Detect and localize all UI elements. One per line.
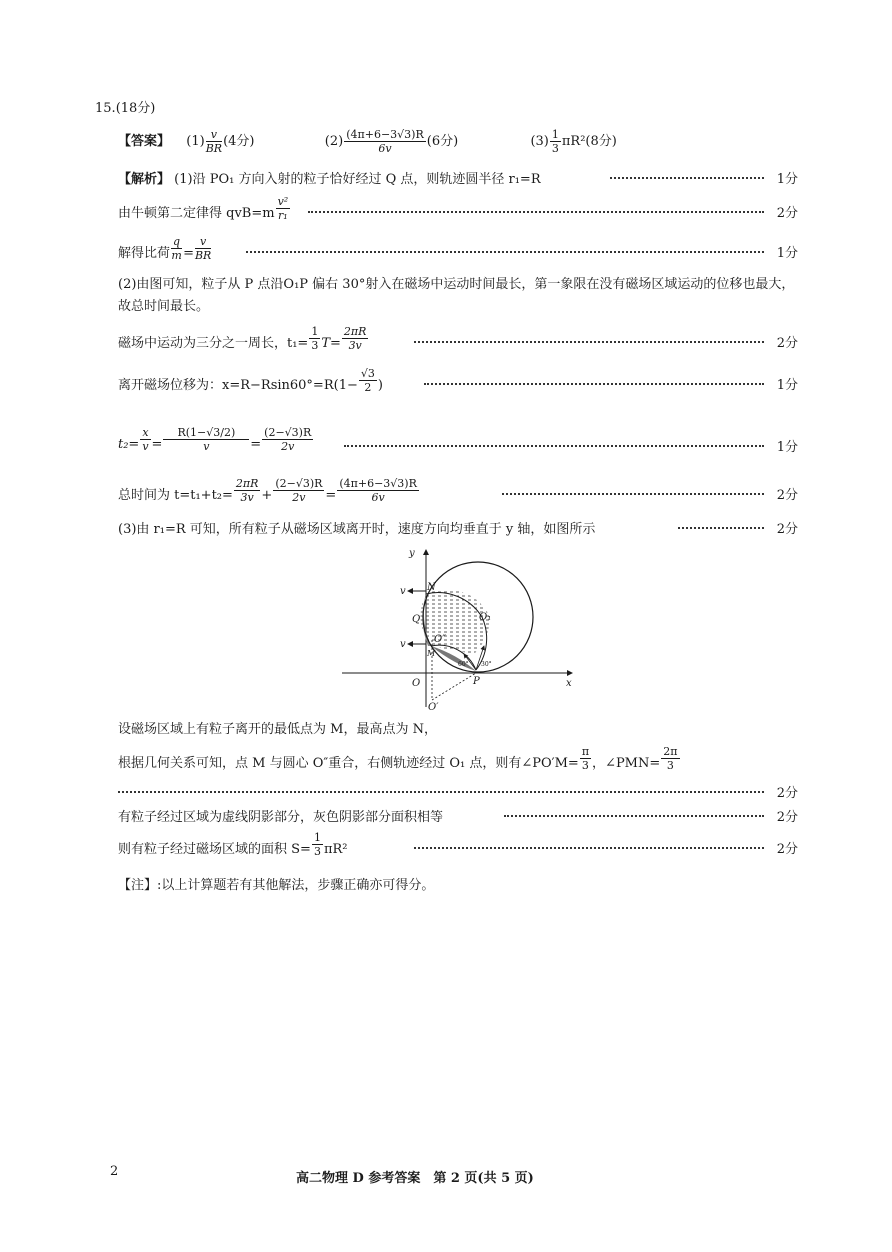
analysis-line-8 <box>118 518 798 538</box>
fraction <box>580 745 591 772</box>
answer-part3-num: 1 <box>551 128 559 141</box>
score-points: 1分 <box>776 440 798 455</box>
fraction-den: 2v <box>292 491 306 504</box>
analysis-line-6-text: t₂= <box>118 437 140 452</box>
leader-dots <box>118 791 764 793</box>
score-points: 2分 <box>776 206 798 221</box>
analysis-part2-paragraph: (2)由图可知，粒子从 P 点沿O₁P 偏右 30°射入在磁场中运动时间最长，第一象限在没有磁场区域运动的位移也最大，故总时间最长。 <box>118 277 795 314</box>
leader-dots <box>610 177 764 179</box>
analysis-line-7 <box>118 478 798 510</box>
label-x: x <box>566 678 572 689</box>
fraction-den: m <box>171 249 182 262</box>
fraction-num: √3 <box>360 367 375 380</box>
analysis-label: 【解析】 <box>118 172 171 187</box>
fraction-den: 3 <box>313 845 321 858</box>
label-O: O <box>412 678 421 689</box>
fraction-den: 3 <box>581 759 589 772</box>
label-y: y <box>409 548 415 559</box>
note: 【注】:以上计算题若有其他解法，步骤正确亦可得分。 <box>118 878 435 893</box>
fraction <box>337 477 419 504</box>
label-O-double-prime: O″ <box>434 634 446 645</box>
score-points: 2分 <box>776 842 798 857</box>
fraction-num: x <box>142 426 149 439</box>
analysis-line-1-text: (1)沿 PO₁ 方向入射的粒子恰好经过 Q 点，则轨迹圆半径 r₁=R <box>174 172 541 187</box>
fraction-num: R(1−√3/2) <box>163 426 249 440</box>
fraction-num: (4π+6−3√3)R <box>339 477 417 490</box>
fraction <box>273 477 324 504</box>
leader-dots <box>424 383 764 385</box>
equals-sign: = <box>250 437 262 452</box>
fraction-den: r₁ <box>278 209 288 222</box>
plus-sign: + <box>261 488 273 503</box>
equals-sign: = <box>151 437 163 452</box>
analysis-line-5-text: 离开磁场位移为：x=R−Rsin60°=R(1− <box>118 378 358 393</box>
answer-part1-prefix: (1) <box>186 134 205 149</box>
fraction-num: v² <box>277 195 289 208</box>
label-60-deg: 60° <box>458 661 469 668</box>
answer-part3-den: 3 <box>551 142 559 155</box>
answer-part1-den: BR <box>205 142 223 155</box>
answer-part1-score: (4分) <box>223 134 255 149</box>
analysis-line-11 <box>118 806 798 826</box>
fraction-den: 2 <box>364 381 372 394</box>
equals-sign: = <box>183 246 194 261</box>
fraction <box>262 426 313 453</box>
analysis-line-12-post: πR² <box>323 842 348 857</box>
fraction-num: v <box>200 235 207 248</box>
leader-dots <box>504 815 764 817</box>
answer-part2-den: 6v <box>378 142 392 155</box>
answer-part3-fraction <box>550 128 561 155</box>
analysis-line-7-text: 总时间为 t=t₁+t₂= <box>118 488 233 503</box>
fraction-num: (2−√3)R <box>264 426 312 439</box>
fraction <box>163 426 249 453</box>
analysis-line-5-post: ) <box>377 378 383 393</box>
analysis-line-10-text: 根据几何关系可知，点 M 与圆心 O″重合，右侧轨迹经过 O₁ 点，则有∠PO′M= <box>118 756 579 771</box>
score-points: 2分 <box>776 522 798 537</box>
score-points: 2分 <box>776 488 798 503</box>
fraction <box>195 235 211 262</box>
leader-dots <box>246 251 764 253</box>
leader-dots <box>678 527 764 529</box>
fraction <box>171 235 182 262</box>
fraction <box>312 831 323 858</box>
analysis-line-4-mid: T= <box>321 336 341 351</box>
answer-line <box>118 128 617 155</box>
fraction <box>309 325 320 352</box>
analysis-line-9 <box>118 718 798 738</box>
fraction-den: BR <box>194 249 212 262</box>
fraction-den: 3 <box>666 759 674 772</box>
fraction-den: 3 <box>311 339 319 352</box>
leader-dots <box>344 445 764 447</box>
question-score: (18分) <box>115 101 156 116</box>
analysis-line-4 <box>118 326 798 358</box>
fraction-den: 6v <box>371 491 385 504</box>
answer-part2-num: (4π+6−3√3)R <box>346 128 424 141</box>
fraction-den: 2v <box>281 440 295 453</box>
leader-dots <box>414 847 764 849</box>
fraction <box>276 195 291 222</box>
equals-sign: = <box>325 488 337 503</box>
answer-label: 【答案】 <box>118 134 171 149</box>
fraction-num: q <box>173 235 181 248</box>
score-points: 1分 <box>776 246 798 261</box>
fraction <box>234 477 261 504</box>
analysis-line-10 <box>118 746 798 778</box>
analysis-line-11-text: 有粒子经过区域为虚线阴影部分，灰色阴影部分面积相等 <box>118 810 444 825</box>
analysis-line-10-mid: ，∠PMN= <box>592 756 661 771</box>
fraction-den: 3v <box>348 339 362 352</box>
answer-part2-prefix: (2) <box>324 134 344 149</box>
label-v-top: v <box>400 586 406 597</box>
analysis-line-2 <box>118 196 798 228</box>
analysis-line-4-text: 磁场中运动为三分之一周长，t₁= <box>118 336 309 351</box>
fraction-num: 2π <box>663 745 678 758</box>
analysis-line-6 <box>118 420 798 468</box>
label-M: M <box>427 649 436 658</box>
label-Q: Q <box>412 614 421 625</box>
fraction-num: 1 <box>313 831 321 844</box>
leader-dots <box>414 341 764 343</box>
physics-figure <box>336 542 586 714</box>
analysis-line-5 <box>118 368 798 400</box>
fraction-num: 1 <box>311 325 319 338</box>
score-points: 1分 <box>776 378 798 393</box>
answer-part1-fraction <box>206 128 222 155</box>
label-O-prime: O′ <box>428 702 439 713</box>
fraction-num: 2πR <box>343 325 367 338</box>
question-index: 15. <box>95 101 116 116</box>
label-30-deg: 30° <box>481 661 492 668</box>
page-number: 2 <box>110 1164 119 1179</box>
fraction <box>342 325 369 352</box>
question-number <box>95 97 155 116</box>
analysis-line-2-text: 由牛顿第二定律得 qvB=m <box>118 206 275 221</box>
analysis-line-8-text: (3)由 r₁=R 可知，所有粒子从磁场区域离开时，速度方向均垂直于 y 轴，如图所示 <box>118 522 596 537</box>
fraction-den: v <box>142 440 149 453</box>
fraction <box>359 367 377 394</box>
analysis-line-12 <box>118 832 798 864</box>
label-v-bottom: v <box>400 639 406 650</box>
answer-part3-prefix: (3) <box>530 134 549 149</box>
leader-dots <box>502 493 764 495</box>
analysis-line-9-text: 设磁场区域上有粒子离开的最低点为 M，最高点为 N， <box>118 722 437 737</box>
analysis-line-10-score <box>118 782 798 802</box>
fraction-num: π <box>581 745 590 758</box>
dashed-line-diagonal <box>432 673 476 700</box>
score-points: 2分 <box>776 810 798 825</box>
footer-title: 高二物理 D 参考答案 第 2 页(共 5 页) <box>296 1171 534 1186</box>
score-points: 2分 <box>776 786 798 801</box>
label-P: P <box>473 676 480 687</box>
answer-part3-tail: πR²(8分) <box>561 134 617 149</box>
fraction-den: v <box>203 440 210 453</box>
answer-part1-num: v <box>210 128 218 141</box>
analysis-line-3 <box>118 237 798 267</box>
leader-dots <box>308 211 764 213</box>
score-points: 2分 <box>776 336 798 351</box>
label-N: N <box>427 582 436 593</box>
fraction-num: (2−√3)R <box>275 477 323 490</box>
fraction-den: 3v <box>240 491 254 504</box>
fraction <box>140 426 150 453</box>
analysis-line-1 <box>118 168 798 188</box>
score-points: 1分 <box>776 172 798 187</box>
analysis-line-12-text: 则有粒子经过磁场区域的面积 S= <box>118 842 311 857</box>
fraction-num: 2πR <box>235 477 259 490</box>
answer-part2-fraction <box>344 128 426 155</box>
fraction <box>661 745 679 772</box>
analysis-line-3-text: 解得比荷 <box>118 246 171 261</box>
answer-part2-score: (6分) <box>426 134 459 149</box>
label-O1: O₁ <box>479 612 492 623</box>
